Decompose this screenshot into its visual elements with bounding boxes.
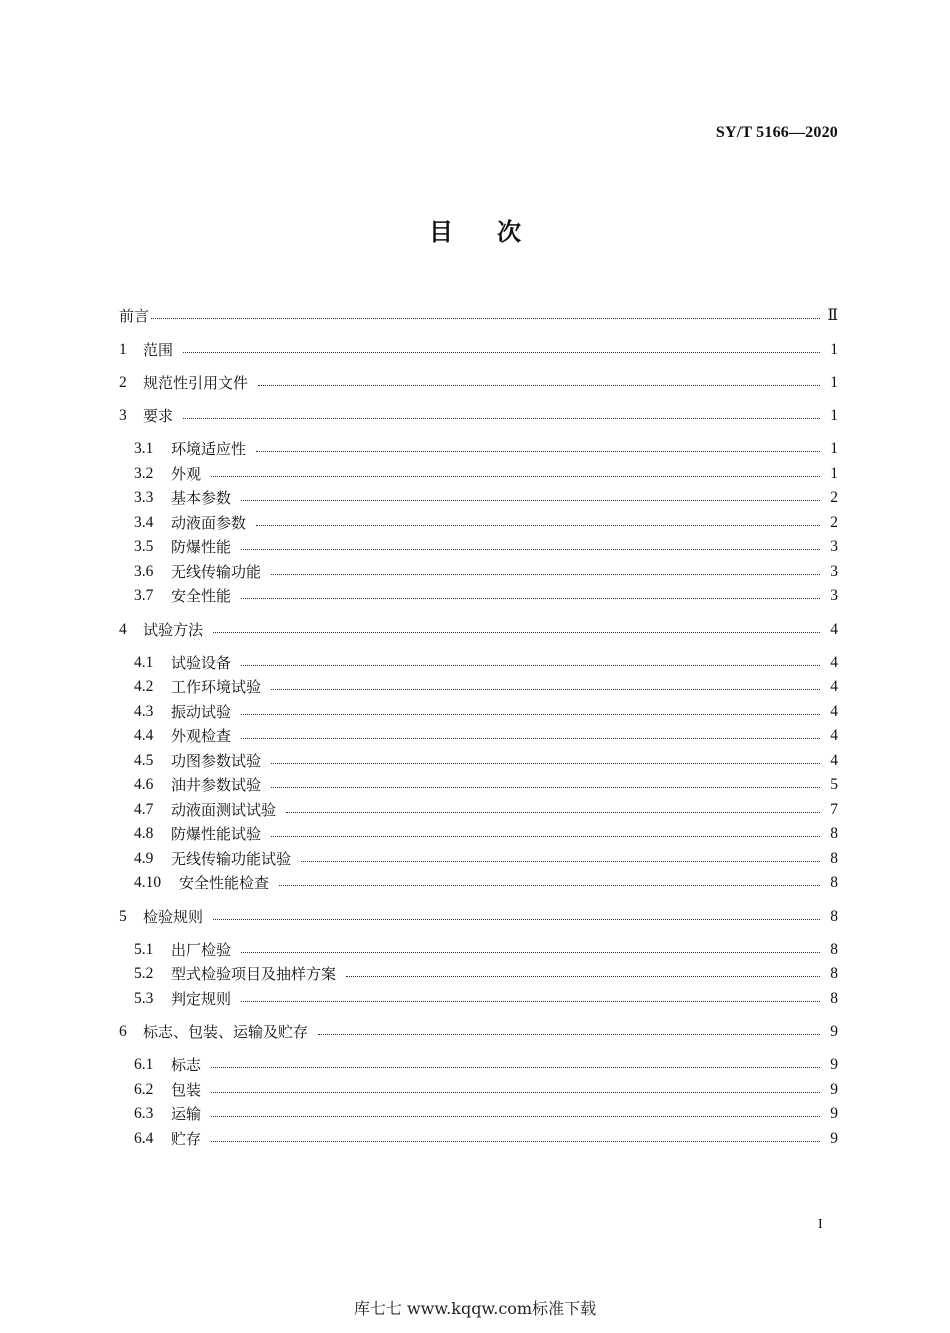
toc-entry-page: Ⅱ — [827, 307, 838, 324]
toc-entry-number: 3.7 — [134, 587, 154, 604]
standard-number: SY/T 5166—2020 — [715, 124, 838, 141]
toc-subentry[interactable] — [134, 674, 838, 696]
dot-leader — [301, 843, 820, 862]
toc-entry-number: 3.5 — [134, 538, 154, 555]
toc-subentry[interactable] — [134, 1077, 838, 1099]
dot-leader — [241, 696, 820, 715]
toc-entry-number: 3.6 — [134, 562, 154, 580]
toc-entry-title: 防爆性能试验 — [171, 825, 262, 843]
toc-entry-page: 8 — [830, 940, 838, 958]
toc-entry-title: 振动试验 — [171, 702, 232, 721]
dot-leader — [211, 1098, 820, 1117]
toc-entry-page: 8 — [830, 874, 838, 891]
toc-entry-page: 8 — [830, 965, 838, 982]
dot-leader — [286, 794, 820, 813]
toc-entry-title: 运输 — [171, 1105, 202, 1123]
toc-entry-page: 2 — [830, 513, 838, 531]
toc-subentry[interactable] — [134, 510, 838, 532]
toc-entry-number: 3.3 — [134, 489, 154, 506]
dot-leader — [318, 1016, 820, 1035]
dot-leader — [256, 433, 820, 452]
toc-entry-title: 工作环境试验 — [171, 678, 262, 696]
toc-entry-number: 4.6 — [134, 776, 154, 793]
toc-entry-page: 4 — [830, 751, 838, 769]
dot-leader — [241, 531, 820, 550]
toc-entry-number: 4 — [119, 620, 127, 638]
dot-leader — [211, 1074, 820, 1093]
toc-subentry[interactable] — [134, 583, 838, 605]
toc-entry-title: 试验方法 — [143, 620, 204, 639]
toc-entry-title: 外观检查 — [171, 727, 232, 745]
toc-subentry[interactable] — [134, 961, 838, 983]
dot-leader — [271, 818, 820, 837]
dot-leader — [183, 334, 820, 353]
toc-entry[interactable] — [119, 337, 838, 359]
toc-subentry[interactable] — [134, 797, 838, 819]
toc-entry-title: 功图参数试验 — [171, 751, 262, 770]
toc-entry-title: 安全性能 — [171, 587, 232, 605]
dot-leader — [213, 901, 820, 920]
toc-entry-title: 型式检验项目及抽样方案 — [171, 965, 337, 983]
toc-entry[interactable] — [119, 617, 838, 639]
toc-entry-title: 要求 — [143, 407, 174, 425]
toc-entry-title: 范围 — [143, 341, 174, 359]
toc-entry-page: 8 — [830, 989, 838, 1007]
toc-entry-number: 6.4 — [134, 1129, 154, 1147]
toc-entry-title: 标志 — [171, 1056, 202, 1074]
toc-entry-number: 4.7 — [134, 800, 154, 818]
toc-entry-number: 4.10 — [134, 874, 162, 891]
toc-entry-number: 5.3 — [134, 989, 154, 1007]
toc-entry[interactable] — [119, 403, 838, 425]
toc-entry-page: 9 — [830, 1056, 838, 1073]
toc-entry-title: 基本参数 — [171, 489, 232, 507]
toc-entry-title: 动液面参数 — [171, 513, 247, 532]
toc-subentry[interactable] — [134, 937, 838, 959]
dot-leader — [213, 614, 820, 633]
dot-leader — [256, 507, 820, 526]
toc-subentry[interactable] — [134, 986, 838, 1008]
toc-subentry[interactable] — [134, 1052, 838, 1074]
toc-entry-number: 4.9 — [134, 849, 154, 867]
toc-entry-title: 试验设备 — [171, 653, 232, 672]
toc-entry-title: 规范性引用文件 — [143, 374, 249, 392]
toc-entry[interactable] — [119, 370, 838, 392]
toc-subentry[interactable] — [134, 485, 838, 507]
dot-leader — [258, 367, 820, 386]
toc-entry-number: 6.1 — [134, 1056, 154, 1073]
watermark-text: 库七七 www.kqqw.com标准下载 — [353, 1299, 597, 1318]
toc-subentry[interactable] — [134, 461, 838, 483]
toc-subentry[interactable] — [134, 534, 838, 556]
toc-subentry[interactable] — [134, 821, 838, 843]
toc-entry-page: 4 — [830, 620, 838, 638]
dot-leader — [211, 1049, 820, 1068]
toc-entry-page: 9 — [830, 1105, 838, 1122]
toc-entry-title: 环境适应性 — [171, 440, 247, 458]
toc-entry-page: 4 — [830, 678, 838, 695]
toc-entry-page: 1 — [830, 341, 838, 358]
toc-entry-page: 1 — [830, 440, 838, 457]
toc-subentry[interactable] — [134, 1101, 838, 1123]
dot-leader — [279, 867, 820, 886]
toc-entry-foreword[interactable] — [119, 303, 838, 325]
toc-entry-number: 5 — [119, 907, 127, 925]
dot-leader — [183, 400, 820, 419]
toc-entry-number: 2 — [119, 374, 127, 391]
toc-subentry[interactable] — [134, 699, 838, 721]
toc-entry-page: 3 — [830, 538, 838, 555]
toc-entry-page: 4 — [830, 653, 838, 671]
toc-entry-title: 无线传输功能试验 — [171, 849, 292, 868]
dot-leader — [271, 556, 820, 575]
toc-entry-title: 动液面测试试验 — [171, 800, 277, 819]
toc-subentry[interactable] — [134, 436, 838, 458]
toc-entry-page: 9 — [830, 1129, 838, 1147]
dot-leader — [346, 958, 820, 977]
toc-entry-title: 检验规则 — [143, 907, 204, 926]
page-folio: I — [818, 1217, 823, 1232]
dot-leader — [271, 671, 820, 690]
page-title: 目次 — [429, 218, 565, 246]
toc-entry-page: 1 — [830, 407, 838, 424]
toc-entry-number: 4.5 — [134, 751, 154, 769]
toc-entry-number: 3.4 — [134, 513, 154, 531]
toc-subentry[interactable] — [134, 723, 838, 745]
toc-entry-title: 油井参数试验 — [171, 776, 262, 794]
toc-entry-number: 4.4 — [134, 727, 154, 744]
dot-leader — [241, 983, 820, 1002]
toc-entry-title: 安全性能检查 — [179, 874, 270, 892]
dot-leader — [271, 745, 820, 764]
dot-leader — [151, 300, 820, 319]
toc-entry-page: 1 — [830, 374, 838, 391]
toc-entry-title: 前言 — [119, 307, 150, 325]
dot-leader — [211, 1123, 820, 1142]
toc-entry-number: 6.2 — [134, 1080, 154, 1098]
toc-subentry[interactable] — [134, 870, 838, 892]
toc-entry-title: 外观 — [171, 464, 202, 483]
toc-entry-page: 1 — [830, 464, 838, 482]
toc-entry-page: 8 — [830, 849, 838, 867]
toc-entry[interactable] — [119, 904, 838, 926]
toc-entry-number: 3.2 — [134, 464, 154, 482]
toc-entry[interactable] — [119, 1019, 838, 1041]
toc-entry-title: 防爆性能 — [171, 538, 232, 556]
toc-entry-page: 8 — [830, 907, 838, 925]
toc-entry-number: 3 — [119, 407, 127, 424]
toc-subentry[interactable] — [134, 559, 838, 581]
toc-entry-page: 4 — [830, 727, 838, 744]
toc-entry-page: 8 — [830, 825, 838, 842]
dot-leader — [241, 482, 820, 501]
toc-entry-number: 6.3 — [134, 1105, 154, 1122]
toc-entry-title: 标志、包装、运输及贮存 — [143, 1023, 309, 1041]
toc-entry-number: 4.2 — [134, 678, 154, 695]
dot-leader — [271, 769, 820, 788]
toc-entry-title: 判定规则 — [171, 989, 232, 1008]
toc-entry-page: 9 — [830, 1023, 838, 1040]
toc-entry-title: 贮存 — [171, 1129, 202, 1148]
dot-leader — [241, 647, 820, 666]
toc-entry-number: 5.2 — [134, 965, 154, 982]
toc-entry-number: 4.3 — [134, 702, 154, 720]
toc-entry-number: 5.1 — [134, 940, 154, 958]
toc-subentry[interactable] — [134, 772, 838, 794]
toc-entry-page: 9 — [830, 1080, 838, 1098]
toc-entry-page: 2 — [830, 489, 838, 506]
toc-entry-page: 5 — [830, 776, 838, 793]
toc-entry-title: 出厂检验 — [171, 940, 232, 959]
toc-entry-number: 4.1 — [134, 653, 154, 671]
dot-leader — [241, 580, 820, 599]
toc-entry-number: 4.8 — [134, 825, 154, 842]
toc-entry-title: 无线传输功能 — [171, 562, 262, 581]
dot-leader — [241, 720, 820, 739]
toc-entry-number: 3.1 — [134, 440, 154, 457]
toc-entry-page: 3 — [830, 562, 838, 580]
dot-leader — [211, 458, 820, 477]
toc-entry-number: 6 — [119, 1023, 127, 1040]
toc-subentry[interactable] — [134, 846, 838, 868]
toc-subentry[interactable] — [134, 748, 838, 770]
toc-entry-page: 3 — [830, 587, 838, 604]
toc-entry-page: 4 — [830, 702, 838, 720]
toc-entry-page: 7 — [830, 800, 838, 818]
toc-entry-number: 1 — [119, 341, 127, 358]
toc-subentry[interactable] — [134, 650, 838, 672]
toc-entry-title: 包装 — [171, 1080, 202, 1099]
dot-leader — [241, 934, 820, 953]
toc-subentry[interactable] — [134, 1126, 838, 1148]
